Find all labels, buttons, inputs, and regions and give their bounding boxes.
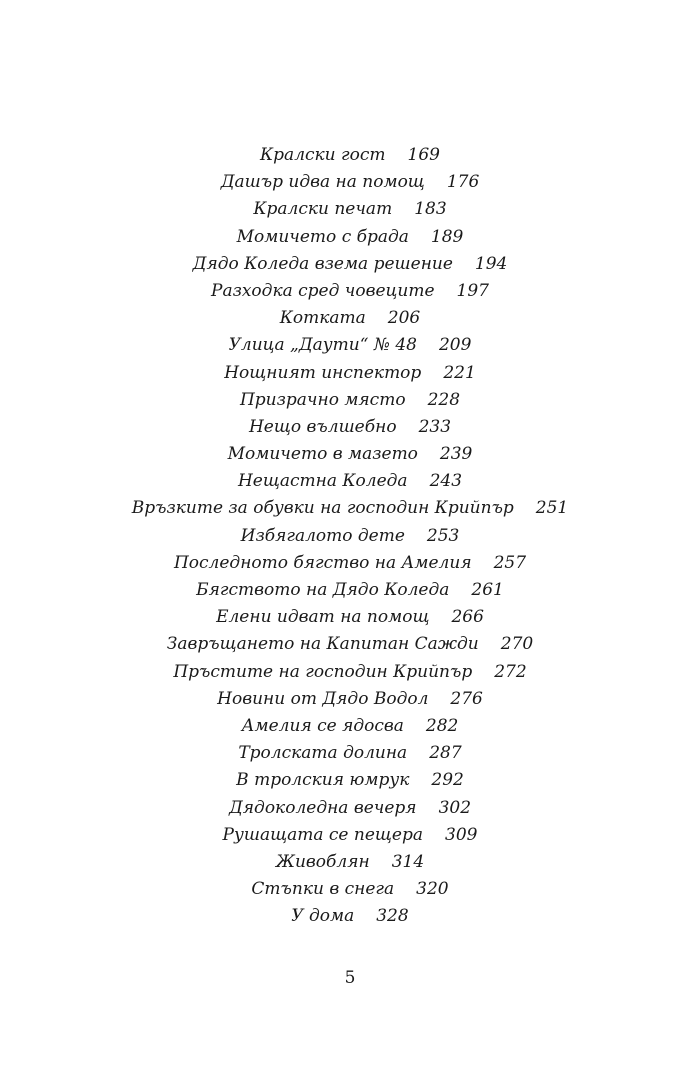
toc-entry-title: Новини от Дядо Водол [217,688,429,709]
toc-entry [0,278,700,305]
toc-entry-title: Избягалото дете [240,525,405,546]
toc-entry-page: 169 [407,145,440,165]
toc-entry-page: 239 [439,444,473,465]
toc-entry-title: Завръщането на Капитан Сажди [166,634,479,655]
toc-entry [0,577,700,604]
toc-entry-title: Разходка сред човеците [211,280,435,301]
toc-entry-title: Живоблян [275,851,370,872]
toc-entry-page: 189 [430,226,464,247]
toc-entry [0,740,700,767]
toc-entry [0,550,700,577]
toc-entry-title: Дядоколедна вечеря [228,797,417,818]
toc-entry-title: Дядо Коледа взема решение [192,253,453,274]
toc-entry-title: Нощният инспектор [224,362,422,383]
toc-entry [0,441,700,468]
toc-entry [0,767,700,794]
toc-entry [0,142,700,169]
toc-entry [0,795,700,822]
toc-entry [0,196,700,223]
toc-entry [0,876,700,903]
toc-entry-page: 314 [391,851,425,872]
toc-entry-page: 287 [429,743,462,764]
toc-entry-title: В тролския юмрук [236,770,410,791]
toc-entry [0,332,700,359]
toc-entry-title: Момичето в мазето [227,444,418,465]
toc-entry-title: Амелия се ядосва [241,715,404,736]
toc-entry [0,224,700,251]
toc-entry [0,523,700,550]
toc-entry-page: 266 [451,607,484,628]
toc-entry-page: 233 [418,416,452,437]
toc-entry-page: 209 [438,335,472,356]
toc-entry-page: 221 [443,362,476,383]
toc-entry-page: 320 [416,879,449,900]
toc-entry-page: 206 [387,308,421,329]
toc-entry-title: У дома [291,906,355,927]
toc-entry-page: 194 [474,253,508,274]
toc-entry-page: 302 [438,797,472,818]
toc-entry-page: 183 [414,199,447,220]
toc-entry [0,686,700,713]
toc-entry-title: Дашър идва на помощ [220,172,425,193]
toc-entry-title: Кралски гост [260,145,386,165]
toc-entry-title: Тролската долина [238,743,408,764]
toc-entry-page: 272 [494,661,527,682]
toc-entry-page: 251 [535,498,569,519]
toc-entry [0,468,700,495]
toc-entry [0,360,700,387]
table-of-contents [0,142,700,930]
toc-entry [0,849,700,876]
toc-entry [0,305,700,332]
toc-entry-title: Елени идват на помощ [216,607,430,628]
toc-entry-title: Призрачно място [239,389,406,410]
toc-entry-title: Момичето с брада [236,226,409,247]
toc-entry-title: Улица „Даути“ № 48 [228,335,417,356]
toc-entry-page: 197 [456,280,489,301]
toc-entry-page: 176 [446,172,480,193]
toc-entry-page: 270 [500,634,534,655]
toc-entry-page: 276 [450,688,483,709]
toc-entry [0,169,700,196]
toc-entry-page: 328 [376,906,409,927]
toc-entry [0,822,700,849]
toc-entry-page: 228 [427,389,461,410]
toc-entry-title: Нещастна Коледа [237,471,408,492]
toc-entry-page: 261 [471,580,504,600]
toc-entry-title: Рушащата се пещера [222,824,423,845]
toc-entry-title: Пръстите на господин Крийпър [173,661,473,682]
toc-entry-page: 257 [493,552,527,573]
toc-entry [0,414,700,441]
toc-entry [0,251,700,278]
toc-entry-title: Бягството на Дядо Коледа [196,580,450,600]
toc-entry [0,631,700,658]
toc-entry-page: 282 [425,715,459,736]
toc-entry-title: Котката [279,308,366,329]
toc-entry [0,387,700,414]
toc-entry-page: 253 [426,525,460,546]
toc-entry-title: Стъпки в снега [251,879,395,900]
toc-entry [0,713,700,740]
toc-entry-page: 292 [431,770,464,791]
toc-entry [0,604,700,631]
toc-entry-page: 243 [429,471,463,492]
toc-entry [0,495,700,522]
toc-entry [0,659,700,686]
toc-entry-title: Връзките за обувки на господин Крийпър [131,498,514,519]
toc-entry-title: Последното бягство на Амелия [173,552,472,573]
toc-entry-page: 309 [445,824,478,845]
toc-entry-title: Нещо вълшебно [248,416,397,437]
toc-entry [0,903,700,930]
toc-entry-title: Кралски печат [253,199,393,220]
page-number: 5 [344,968,356,988]
